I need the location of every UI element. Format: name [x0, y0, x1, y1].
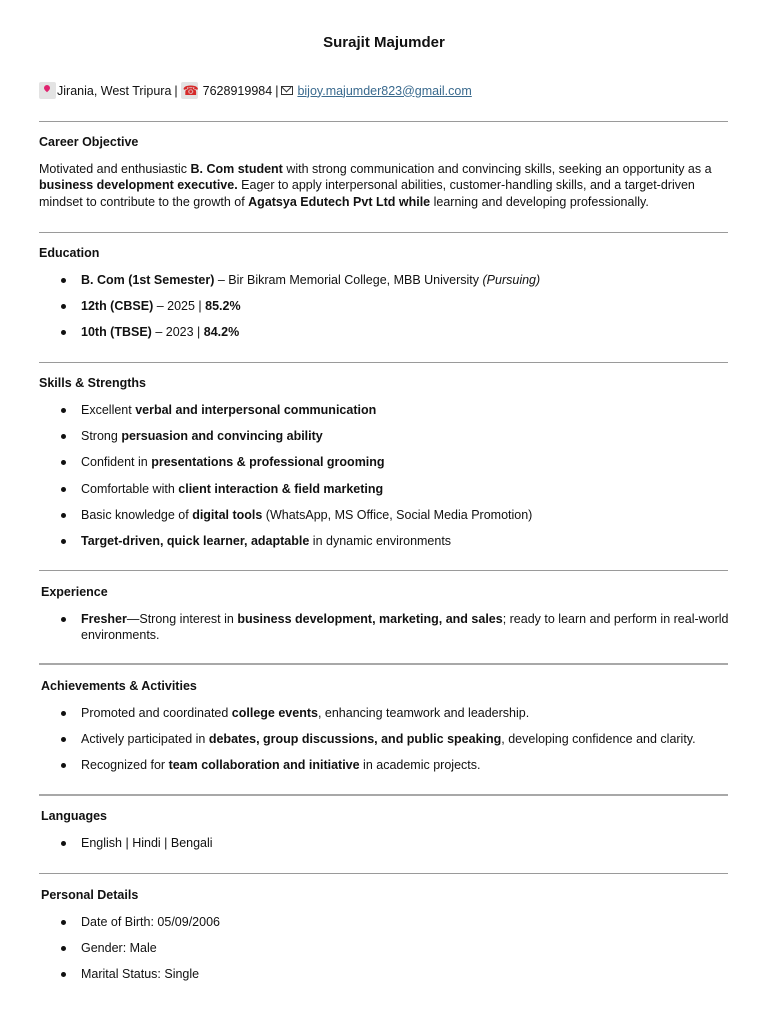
list-item: Strong persuasion and convincing ability: [61, 428, 731, 444]
education-list: [61, 272, 731, 340]
section-heading-personal-details: Personal Details: [41, 888, 139, 902]
list-item: Comfortable with client interaction & field marketing: [61, 481, 731, 497]
divider: [39, 794, 728, 796]
list-item: Date of Birth: 05/09/2006: [61, 914, 731, 930]
section-heading-experience: Experience: [41, 585, 108, 599]
contact-separator: |: [275, 83, 279, 98]
mail-icon: [281, 86, 293, 95]
list-item: 10th (TBSE) – 2023 | 84.2%: [61, 324, 731, 340]
divider: [39, 873, 728, 874]
list-item: Actively participated in debates, group discussions, and public speaking, developing confidence and clarity.: [61, 731, 731, 747]
list-item: 12th (CBSE) – 2025 | 85.2%: [61, 298, 731, 314]
list-item: Gender: Male: [61, 940, 731, 956]
candidate-name: Surajit Majumder: [323, 34, 445, 51]
list-item: Recognized for team collaboration and initiative in academic projects.: [61, 757, 731, 773]
skills-list: [61, 402, 731, 549]
section-heading-education: Education: [39, 246, 100, 260]
contact-line: [39, 82, 472, 99]
languages-list: [61, 835, 731, 851]
list-item: Target-driven, quick learner, adaptable in dynamic environments: [61, 533, 731, 549]
contact-phone: 7628919984: [202, 83, 273, 98]
career-objective-text: Motivated and enthusiastic B. Com student with strong communication and convincing skills, seeking an opportunity as a business development executive. Eager to apply interpersonal abilities, customer-handling skills, and a target-driven mindset to contribute to the growth of Agatsya Edutech Pvt Ltd while learning and developing professionally.: [39, 162, 712, 209]
list-item: Basic knowledge of digital tools (WhatsApp, MS Office, Social Media Promotion): [61, 507, 731, 523]
experience-list: [61, 611, 731, 644]
list-item: Fresher—Strong interest in business development, marketing, and sales; ready to learn and perform in real-world environments.: [61, 611, 731, 644]
divider: [39, 232, 728, 233]
section-heading-languages: Languages: [41, 809, 107, 823]
email-link[interactable]: bijoy.majumder823@gmail.com: [297, 83, 472, 98]
list-item: B. Com (1st Semester) – Bir Bikram Memorial College, MBB University (Pursuing): [61, 272, 731, 288]
divider: [39, 121, 728, 122]
list-item: Excellent verbal and interpersonal communication: [61, 402, 731, 418]
divider: [39, 663, 728, 665]
section-heading-achievements: Achievements & Activities: [41, 679, 197, 693]
phone-icon: [181, 82, 198, 99]
divider: [39, 570, 728, 571]
list-item: Marital Status: Single: [61, 966, 731, 982]
personal-details-list: [61, 914, 731, 982]
location-pin-icon: [39, 82, 56, 99]
contact-location: Jirania, West Tripura: [57, 83, 172, 98]
section-heading-career-objective: Career Objective: [39, 135, 139, 149]
section-heading-skills: Skills & Strengths: [39, 376, 146, 390]
divider: [39, 362, 728, 363]
contact-separator: |: [174, 83, 178, 98]
list-item: Promoted and coordinated college events, enhancing teamwork and leadership.: [61, 705, 731, 721]
achievements-list: [61, 705, 731, 774]
list-item: Confident in presentations & professional grooming: [61, 454, 731, 470]
list-item: English | Hindi | Bengali: [61, 835, 731, 851]
